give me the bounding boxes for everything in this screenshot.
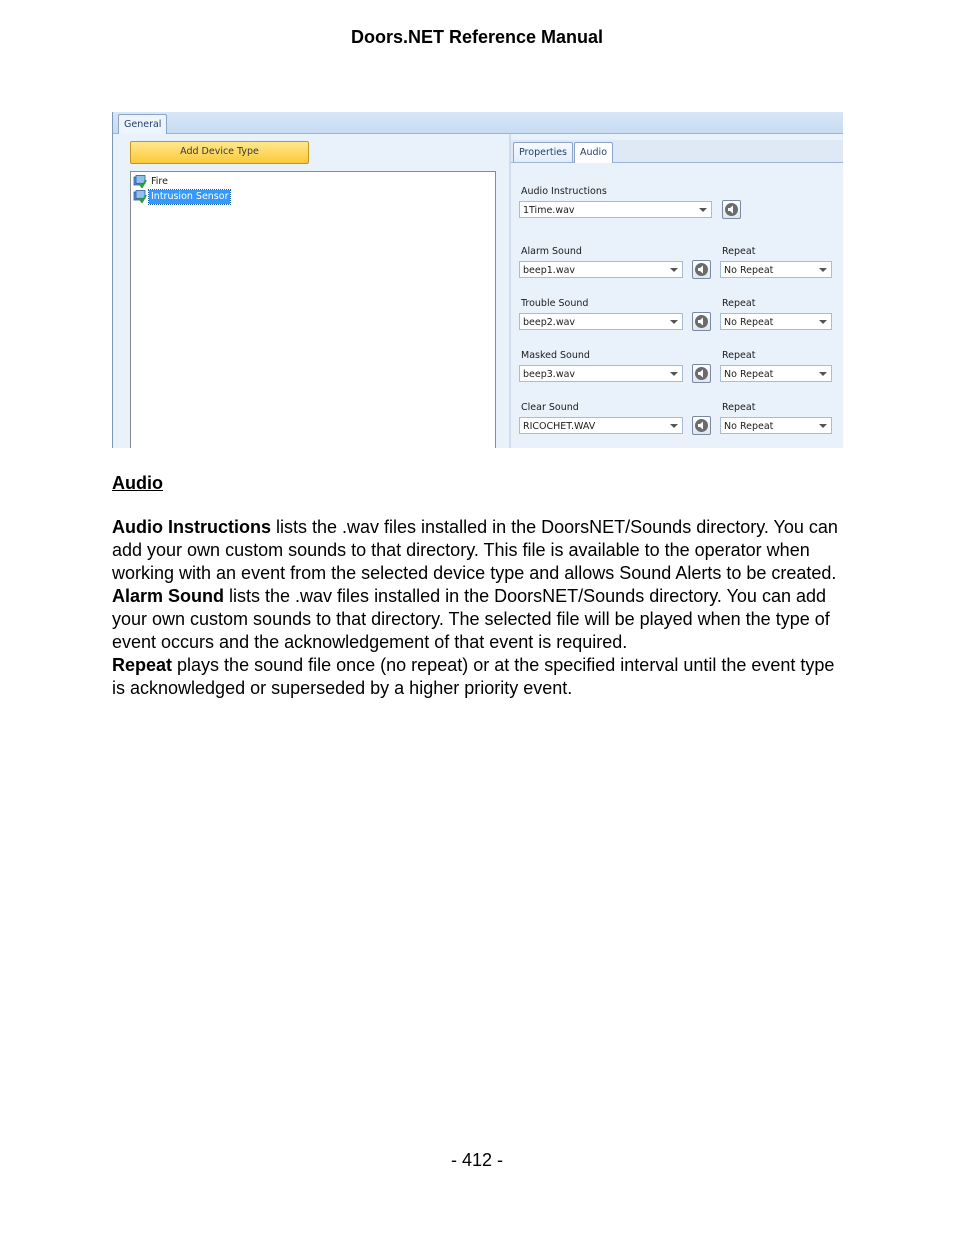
tree-item-label: Intrusion Sensor (151, 191, 229, 202)
alarm-repeat-select[interactable] (720, 261, 832, 278)
play-trouble-sound-button[interactable] (692, 312, 711, 331)
page-header: Doors.NET Reference Manual (350, 27, 604, 47)
audio-instructions-label: Audio Instructions (521, 186, 607, 197)
description: plays the sound file once (no repeat) or at the specified interval until the event type is acknowledged or superseded by a higher priority event. (112, 655, 835, 698)
alarm-sound-label: Alarm Sound (521, 246, 582, 257)
paragraph-repeat (112, 654, 847, 700)
clear-repeat-label: Repeat (722, 402, 756, 413)
tree-item-intrusion-sensor[interactable] (133, 190, 230, 204)
trouble-repeat-select[interactable] (720, 313, 832, 330)
alarm-sound-value: beep1.wav (523, 265, 576, 276)
right-tabstrip (511, 140, 843, 163)
trouble-sound-value: beep2.wav (523, 317, 576, 328)
chevron-down-icon (819, 320, 827, 324)
description: lists the .wav files installed in the DoorsNET/Sounds directory. You can add your own custom sounds to that directory. This file is available to the operator when working with an event from the selected device type and allows Sound Alerts to be created. (112, 517, 838, 583)
speaker-icon (693, 365, 710, 382)
paragraph-audio-instructions (112, 516, 847, 585)
audio-settings-screenshot (112, 112, 843, 448)
audio-instructions-select[interactable] (519, 201, 712, 218)
trouble-sound-label: Trouble Sound (521, 298, 589, 309)
page-number: - 412 - (450, 1150, 504, 1170)
chevron-down-icon (819, 424, 827, 428)
paragraph-alarm-sound (112, 585, 847, 654)
masked-repeat-select[interactable] (720, 365, 832, 382)
trouble-sound-select[interactable] (519, 313, 683, 330)
description: lists the .wav files installed in the DoorsNET/Sounds directory. You can add your own custom sounds to that directory. The selected file will be played when the type of event occurs and the acknowledgement of that event is required. (112, 586, 830, 652)
tab-general[interactable]: General (118, 114, 167, 134)
chevron-down-icon (819, 372, 827, 376)
play-clear-sound-button[interactable] (692, 416, 711, 435)
alarm-repeat-value: No Repeat (724, 265, 774, 276)
device-type-icon (133, 175, 147, 188)
term: Repeat (112, 655, 173, 675)
trouble-repeat-label: Repeat (722, 298, 756, 309)
clear-sound-value: RICOCHET.WAV (523, 421, 596, 432)
audio-instructions-value: 1Time.wav (523, 205, 575, 216)
device-type-panel (113, 134, 508, 448)
chevron-down-icon (670, 372, 678, 376)
speaker-icon (693, 261, 710, 278)
term: Alarm Sound (112, 586, 225, 606)
masked-sound-value: beep3.wav (523, 369, 576, 380)
body-text (112, 516, 847, 700)
clear-repeat-select[interactable] (720, 417, 832, 434)
term: Audio Instructions (112, 517, 271, 537)
masked-sound-label: Masked Sound (521, 350, 590, 361)
tree-item-fire[interactable] (133, 175, 170, 189)
add-device-type-button[interactable]: Add Device Type (130, 141, 309, 164)
device-type-icon (133, 190, 147, 203)
masked-sound-select[interactable] (519, 365, 683, 382)
speaker-icon (693, 417, 710, 434)
speaker-icon (723, 201, 740, 218)
speaker-icon (693, 313, 710, 330)
trouble-repeat-value: No Repeat (724, 317, 774, 328)
tree-item-label: Fire (151, 176, 168, 187)
tab-audio[interactable]: Audio (574, 142, 613, 163)
masked-repeat-value: No Repeat (724, 369, 774, 380)
device-type-tree[interactable] (130, 171, 496, 448)
clear-repeat-value: No Repeat (724, 421, 774, 432)
clear-sound-select[interactable] (519, 417, 683, 434)
clear-sound-label: Clear Sound (521, 402, 579, 413)
chevron-down-icon (670, 268, 678, 272)
play-masked-sound-button[interactable] (692, 364, 711, 383)
masked-repeat-label: Repeat (722, 350, 756, 361)
chevron-down-icon (670, 424, 678, 428)
chevron-down-icon (670, 320, 678, 324)
top-tabstrip (113, 112, 843, 134)
section-title: Audio (112, 473, 163, 493)
chevron-down-icon (699, 208, 707, 212)
alarm-sound-select[interactable] (519, 261, 683, 278)
properties-panel (511, 140, 843, 448)
chevron-down-icon (819, 268, 827, 272)
tab-properties[interactable]: Properties (513, 142, 573, 162)
play-audio-instructions-button[interactable] (722, 200, 741, 219)
play-alarm-sound-button[interactable] (692, 260, 711, 279)
alarm-repeat-label: Repeat (722, 246, 756, 257)
